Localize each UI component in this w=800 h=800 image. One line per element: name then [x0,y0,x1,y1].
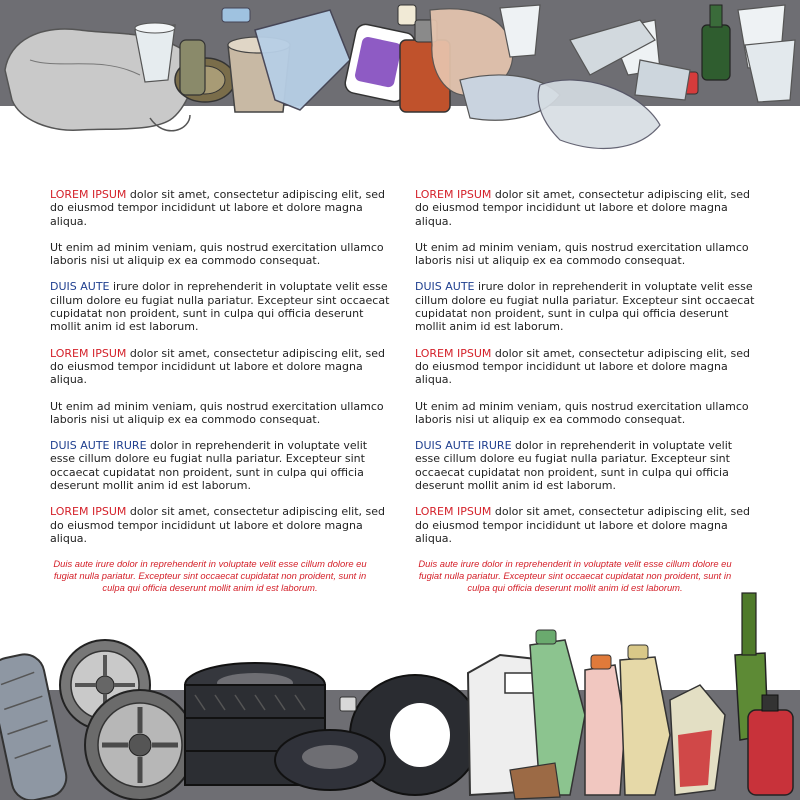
paragraph [415,241,755,268]
paragraph-lead: LOREM IPSUM [415,188,492,201]
bottom-waste-illustration [0,585,800,800]
paragraph [50,188,390,228]
paragraph-text: dolor sit amet, consectetur adipiscing elit, sed do eiusmod tempor incididunt ut labore et dolore magna aliqua. [50,505,385,545]
paragraph [50,280,390,333]
paragraph-text: irure dolor in reprehenderit in voluptate velit esse cillum dolore eu fugiat nulla pariatur. Excepteur sint occaecat cupidatat non proident, sunt in culpa qui officia deserunt mollit anim id est laborum. [415,280,755,334]
paragraph [415,439,755,492]
paragraph [415,400,755,427]
tire-icon [0,651,70,800]
plastic-cup-icon [510,763,560,799]
paragraph [415,188,755,228]
paragraph-text: Ut enim ad minim veniam, quis nostrud exercitation ullamco laboris nisi ut aliquip ex ea commodo consequat. [50,240,384,268]
text-column-right [415,188,755,594]
detergent-bottle-icon [670,685,725,795]
glass-bottle-icon [702,5,730,80]
paragraph-lead: LOREM IPSUM [50,346,127,360]
paragraph [50,241,390,268]
paragraph [50,347,390,387]
paragraph-lead: DUIS AUTE [50,280,110,294]
paragraph [415,347,755,387]
plastic-bottle-icon [585,655,625,795]
paragraph [415,280,755,333]
paragraph-lead: DUIS AUTE [415,280,475,294]
paragraph-lead: DUIS AUTE IRURE [50,439,147,453]
paragraph [50,505,390,545]
plastic-bottle-icon [620,645,670,795]
paragraph-text: Ut enim ad minim veniam, quis nostrud exercitation ullamco laboris nisi ut aliquip ex ea commodo consequat. [415,240,749,268]
paragraph [415,505,755,545]
paragraph [50,400,390,427]
plastic-cup-icon [738,5,795,102]
top-waste-illustration [0,0,800,160]
italic-footnote: Duis aute irure dolor in reprehenderit in voluptate velit esse cillum dolore eu fugiat nulla pariatur. Excepteur sint occaecat cupidatat non proident, sunt in culpa qui officia deserunt mollit anim id est laborum. [53,558,367,594]
small-cap-icon [340,697,356,711]
paragraph-text: dolor sit amet, consectetur adipiscing elit, sed do eiusmod tempor incididunt ut labore et dolore magna aliqua. [415,505,750,545]
paragraph-text: dolor in reprehenderit in voluptate velit esse cillum dolore eu fugiat nulla pariatur. Excepteur sint occaecat cupidatat non proident, sunt in culpa qui officia deserunt mollit anim id est laborum. [415,439,733,493]
tin-can-icon [175,40,235,102]
paragraph-text: irure dolor in reprehenderit in voluptate velit esse cillum dolore eu fugiat nulla pariatur. Excepteur sint occaecat cupidatat non proident, sunt in culpa qui officia deserunt mollit anim id est laborum. [50,280,390,334]
text-column-left [50,188,390,594]
paragraph-lead: LOREM IPSUM [50,505,127,519]
paragraph-lead: DUIS AUTE IRURE [415,439,512,453]
paragraph-text: dolor sit amet, consectetur adipiscing elit, sed do eiusmod tempor incididunt ut labore et dolore magna aliqua. [415,188,750,228]
oil-canister-icon [748,695,793,795]
paragraph-lead: LOREM IPSUM [415,505,492,519]
italic-footnote: Duis aute irure dolor in reprehenderit in voluptate velit esse cillum dolore eu fugiat nulla pariatur. Excepteur sint occaecat cupidatat non proident, sunt in culpa qui officia deserunt mollit anim id est laborum. [418,558,732,594]
paragraph-text: dolor in reprehenderit in voluptate velit esse cillum dolore eu fugiat nulla pariatur. Excepteur sint occaecat cupidatat non proident, sunt in culpa qui officia deserunt mollit anim id est laborum. [50,439,368,493]
paragraph [50,439,390,492]
paragraph-text: Ut enim ad minim veniam, quis nostrud exercitation ullamco laboris nisi ut aliquip ex ea commodo consequat. [50,399,384,426]
paragraph-text: Ut enim ad minim veniam, quis nostrud exercitation ullamco laboris nisi ut aliquip ex ea commodo consequat. [415,399,749,426]
paragraph-lead: LOREM IPSUM [50,188,127,201]
paragraph-text: dolor sit amet, consectetur adipiscing elit, sed do eiusmod tempor incididunt ut labore et dolore magna aliqua. [50,346,385,387]
paragraph-text: dolor sit amet, consectetur adipiscing elit, sed do eiusmod tempor incididunt ut labore et dolore magna aliqua. [415,346,750,387]
paragraph-text: dolor sit amet, consectetur adipiscing elit, sed do eiusmod tempor incididunt ut labore et dolore magna aliqua. [50,188,385,228]
wheel-rim-icon [85,690,195,800]
paragraph-lead: LOREM IPSUM [415,346,492,360]
